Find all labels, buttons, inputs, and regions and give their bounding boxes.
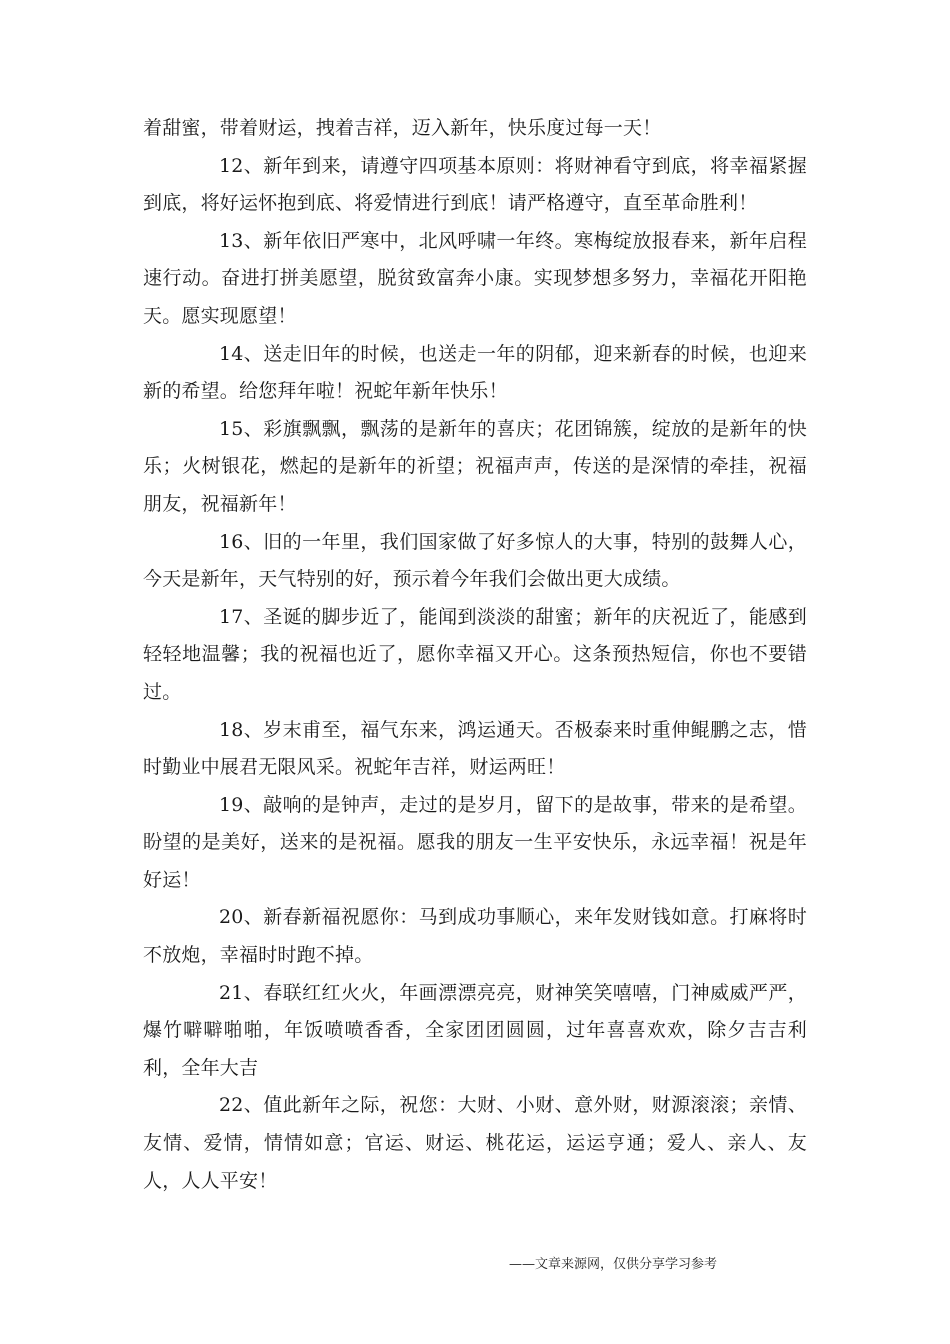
blessing-paragraph: 16、旧的一年里，我们国家做了好多惊人的大事，特别的鼓舞人心，今天是新年，天气特别的好，预示着今年我们会做出更大成绩。 bbox=[143, 530, 807, 591]
source-footer: ——文章来源网，仅供分享学习参考 bbox=[509, 1257, 718, 1272]
continued-paragraph: 着甜蜜，带着财运，拽着吉祥，迈入新年，快乐度过每一天！ bbox=[143, 117, 662, 139]
blessing-paragraph: 18、岁末甫至，福气东来，鸿运通天。否极泰来时重伸鲲鹏之志，惜时勤业中展君无限风采。祝蛇年吉祥，财运两旺！ bbox=[143, 718, 807, 779]
blessing-paragraph: 21、春联红红火火，年画漂漂亮亮，财神笑笑嘻嘻，门神威威严严，爆竹噼噼啪啪，年饭喷喷香香，全家团团圆圆，过年喜喜欢欢，除夕吉吉利利，全年大吉 bbox=[143, 981, 807, 1079]
document-body bbox=[143, 110, 807, 1200]
blessing-paragraph: 13、新年依旧严寒中，北风呼啸一年终。寒梅绽放报春来，新年启程速行动。奋进打拼美愿望，脱贫致富奔小康。实现梦想多努力，幸福花开阳艳天。愿实现愿望！ bbox=[143, 229, 807, 327]
blessing-paragraph: 17、圣诞的脚步近了，能闻到淡淡的甜蜜；新年的庆祝近了，能感到轻轻地温馨；我的祝福也近了，愿你幸福又开心。这条预热短信，你也不要错过。 bbox=[143, 605, 807, 703]
blessing-paragraph: 20、新春新福祝愿你：马到成功事顺心，来年发财钱如意。打麻将时不放炮，幸福时时跑不掉。 bbox=[143, 906, 807, 967]
blessing-paragraph: 15、彩旗飘飘，飘荡的是新年的喜庆；花团锦簇，绽放的是新年的快乐；火树银花，燃起的是新年的祈望；祝福声声，传送的是深情的牵挂，祝福朋友，祝福新年！ bbox=[143, 417, 807, 515]
blessing-paragraph: 19、敲响的是钟声，走过的是岁月，留下的是故事，带来的是希望。盼望的是美好，送来的是祝福。愿我的朋友一生平安快乐，永远幸福！祝是年好运！ bbox=[143, 793, 807, 891]
blessing-paragraph: 14、送走旧年的时候，也送走一年的阴郁，迎来新春的时候，也迎来新的希望。给您拜年啦！祝蛇年新年快乐！ bbox=[143, 342, 807, 403]
blessing-paragraph: 12、新年到来，请遵守四项基本原则：将财神看守到底，将幸福紧握到底，将好运怀抱到底、将爱情进行到底！请严格遵守，直至革命胜利！ bbox=[143, 154, 807, 215]
blessing-paragraph: 22、值此新年之际，祝您：大财、小财、意外财，财源滚滚；亲情、友情、爱情，情情如意；官运、财运、桃花运，运运亨通；爱人、亲人、友人，人人平安！ bbox=[143, 1094, 807, 1192]
